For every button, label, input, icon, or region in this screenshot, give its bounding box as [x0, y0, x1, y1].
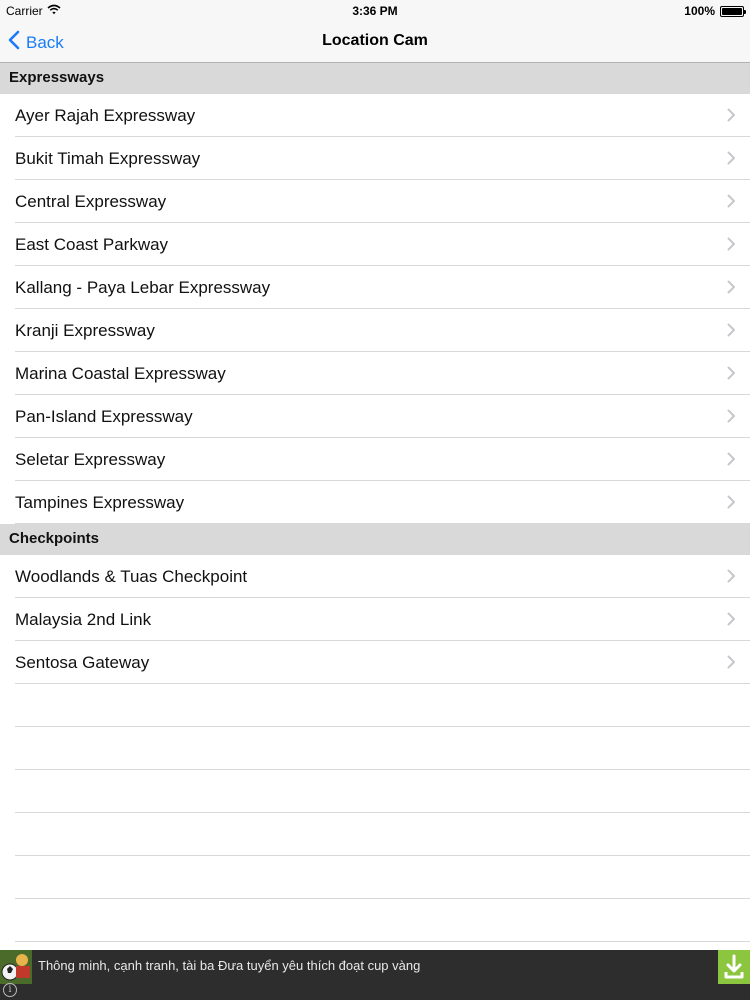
list-item[interactable] — [15, 180, 750, 223]
list-item[interactable] — [15, 555, 750, 598]
chevron-right-icon — [727, 108, 736, 122]
chevron-right-icon — [727, 612, 736, 626]
expressways-list — [0, 94, 750, 524]
ad-thumbnail[interactable] — [0, 950, 32, 984]
chevron-right-icon — [727, 323, 736, 337]
ad-text: Thông minh, cạnh tranh, tài ba Đưa tuyển yêu thích đoạt cup vàng — [38, 958, 421, 973]
ad-banner[interactable] — [0, 950, 750, 1000]
navigation-bar — [0, 22, 750, 63]
list-item[interactable] — [15, 641, 750, 684]
list-item[interactable] — [15, 266, 750, 309]
status-right — [684, 4, 744, 18]
battery-icon — [720, 6, 744, 17]
list-item-label: Woodlands & Tuas Checkpoint — [15, 567, 248, 586]
list-item-label: Bukit Timah Expressway — [15, 149, 201, 168]
back-label: Back — [26, 32, 64, 52]
location-table — [0, 63, 750, 942]
list-item[interactable] — [15, 481, 750, 524]
list-item-label: Central Expressway — [15, 192, 167, 211]
list-item[interactable] — [15, 223, 750, 266]
list-item-label: Marina Coastal Expressway — [15, 364, 226, 383]
empty-row — [15, 813, 750, 856]
empty-row — [15, 856, 750, 899]
info-icon[interactable]: i — [3, 983, 17, 997]
section-header-checkpoints: Checkpoints — [0, 524, 750, 555]
chevron-right-icon — [727, 194, 736, 208]
list-item-label: Kallang - Paya Lebar Expressway — [15, 278, 271, 297]
list-item-label: Kranji Expressway — [15, 321, 155, 340]
page-title: Location Cam — [322, 32, 428, 49]
battery-percent: 100% — [684, 4, 715, 18]
chevron-right-icon — [727, 237, 736, 251]
chevron-right-icon — [727, 452, 736, 466]
list-item-label: Tampines Expressway — [15, 493, 185, 512]
carrier-label: Carrier — [6, 4, 43, 18]
empty-row — [15, 684, 750, 727]
chevron-right-icon — [727, 495, 736, 509]
list-item[interactable] — [15, 352, 750, 395]
section-header-expressways: Expressways — [0, 63, 750, 94]
list-item[interactable] — [15, 309, 750, 352]
empty-row — [15, 770, 750, 813]
chevron-right-icon — [727, 151, 736, 165]
battery-fill — [722, 8, 742, 15]
list-item[interactable] — [15, 438, 750, 481]
chevron-right-icon — [727, 569, 736, 583]
empty-rows — [0, 684, 750, 942]
list-item-label: Seletar Expressway — [15, 450, 166, 469]
empty-row — [15, 899, 750, 942]
status-time: 3:36 PM — [352, 4, 398, 18]
chevron-right-icon — [727, 409, 736, 423]
list-item[interactable] — [15, 395, 750, 438]
chevron-right-icon — [727, 280, 736, 294]
chevron-right-icon — [727, 655, 736, 669]
download-icon[interactable] — [718, 950, 750, 984]
list-item-label: Malaysia 2nd Link — [15, 610, 152, 629]
list-item[interactable] — [15, 137, 750, 180]
list-item-label: Sentosa Gateway — [15, 653, 150, 672]
list-item-label: Ayer Rajah Expressway — [15, 106, 196, 125]
chevron-right-icon — [727, 366, 736, 380]
list-item[interactable] — [15, 598, 750, 641]
checkpoints-list — [0, 555, 750, 684]
list-item-label: Pan-Island Expressway — [15, 407, 193, 426]
list-item[interactable] — [15, 94, 750, 137]
empty-row — [15, 727, 750, 770]
list-item-label: East Coast Parkway — [15, 235, 169, 254]
status-bar — [0, 0, 750, 22]
